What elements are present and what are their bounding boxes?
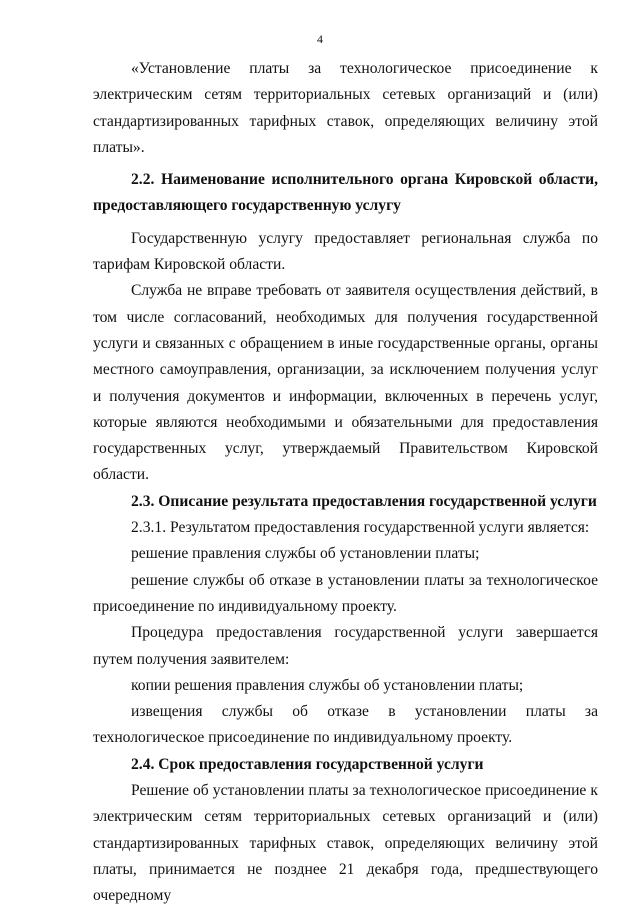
paragraph-intro: «Установление платы за технологическое присоединение к электрическим сетям территориальных сетевых организаций и (или) стандартизированных тарифных ставок, определяющих величину этой платы». [93,60,598,156]
paragraph-result-intro: 2.3.1. Результатом предоставления государственной услуги является: [131,519,590,537]
section-heading-2-2: 2.2. Наименование исполнительного органа Кировской области, предоставляющего государственную услугу [93,171,598,215]
paragraph-result-refusal: решение службы об отказе в установлении платы за технологическое присоединение по индивидуальному проекту. [93,571,598,615]
paragraph-refusal-notice: извещения службы об отказе в установлении платы за технологическое присоединение по индивидуальному проекту. [93,703,598,747]
section-heading-2-4: 2.4. Срок предоставления государственной услуги [131,755,484,773]
page-number: 4 [317,32,323,46]
paragraph-service-provider: Государственную услугу предоставляет региональная служба по тарифам Кировской области. [93,229,598,274]
paragraph-service-restrictions: Служба не вправе требовать от заявителя осуществления действий, в том числе согласований, необходимых для получения государственной услуги и связанных с обращением в иные государственные органы, органы местного самоуправления, организации, за исключением получения услуг и получения документов и информации, включенных в перечень услуг, которые являются необходимыми и обязательными для предоставления государственных услуг, утверждаемый Правительством Кировской области. [93,282,598,484]
section-heading-2-3: 2.3. Описание результата предоставления государственной услуги [131,492,597,510]
document-body [93,56,598,910]
paragraph-decision-copy: копии решения правления службы об установлении платы; [131,676,524,694]
paragraph-procedure-completion: Процедура предоставления государственной услуги завершается путем получения заявителем: [93,624,598,668]
paragraph-result-decision: решение правления службы об установлении платы; [131,545,480,563]
paragraph-deadline: Решение об установлении платы за технологическое присоединение к электрическим сетям территориальных сетевых организаций и (или) стандартизированных тарифных ставок, определяющих величину этой платы, принимается не позднее 21 декабря года, предшествующего очередному [93,782,598,905]
